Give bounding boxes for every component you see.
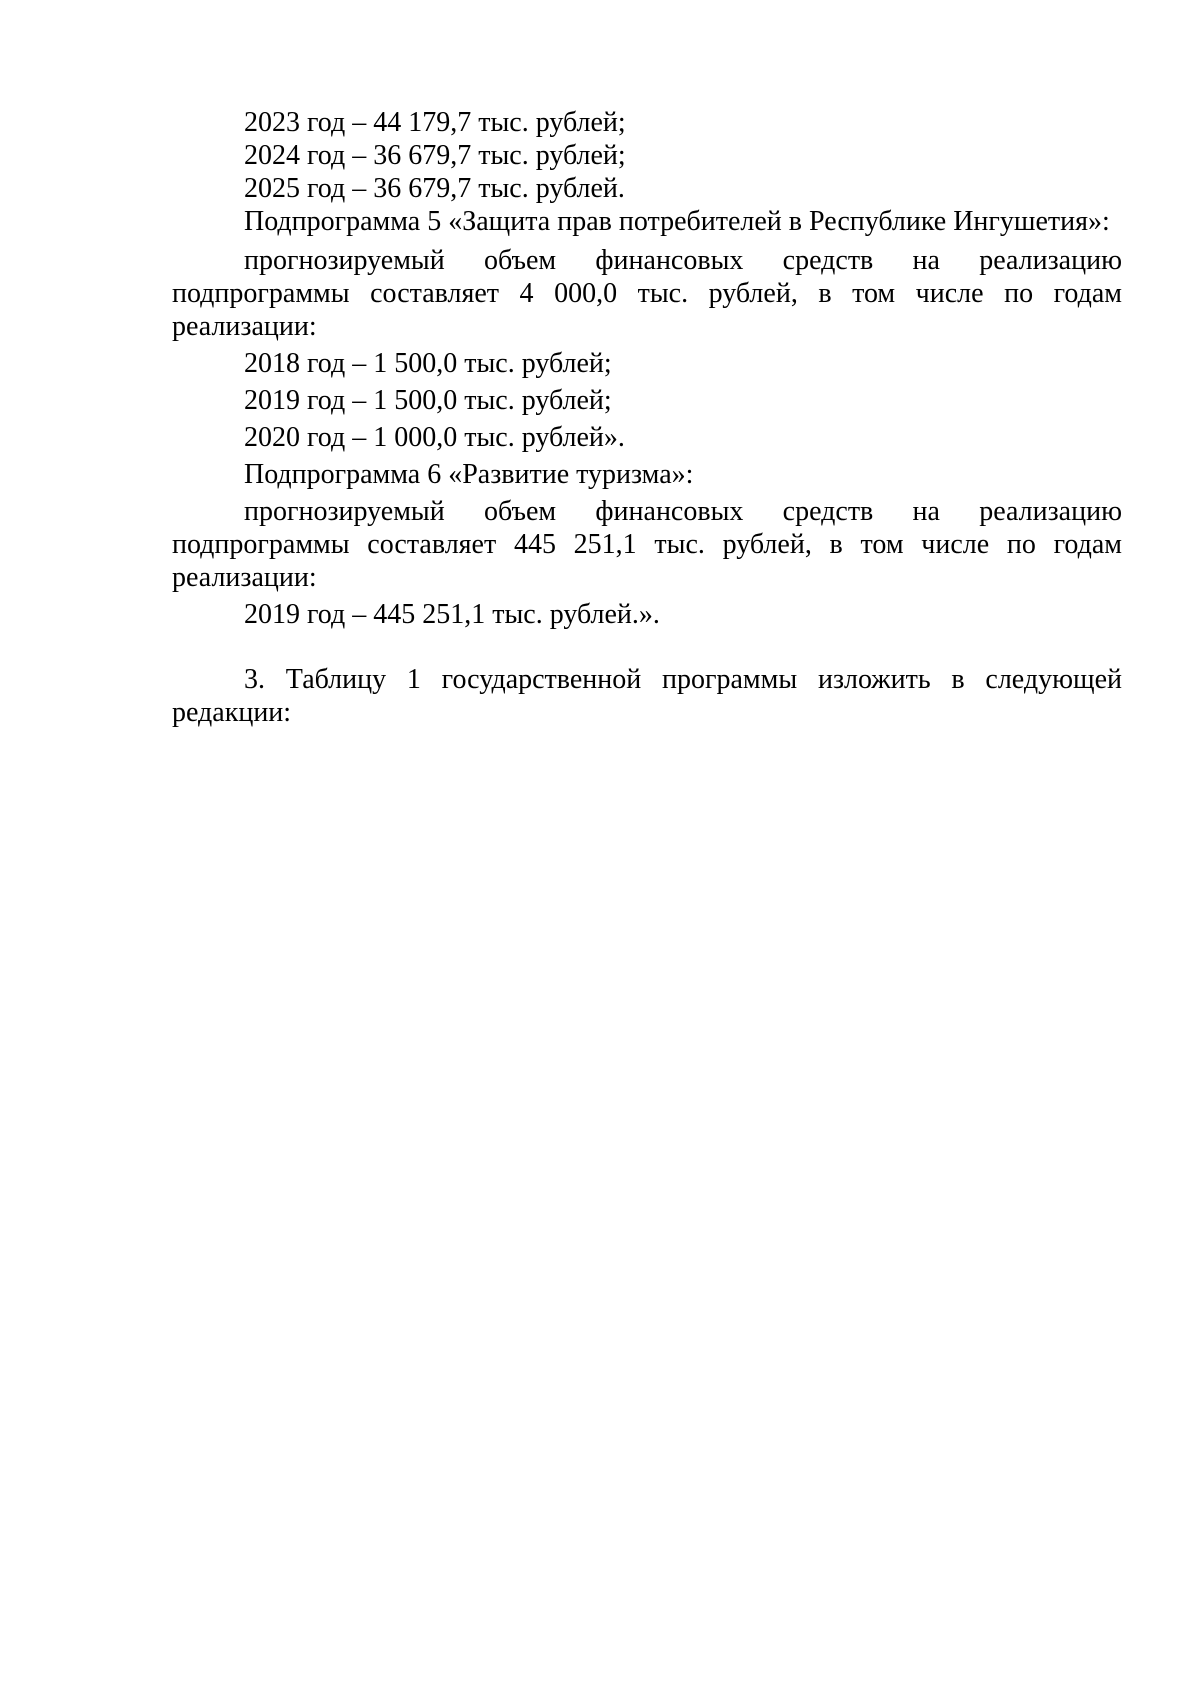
year-line-2023: 2023 год – 44 179,7 тыс. рублей; xyxy=(244,107,626,138)
year-line-2019-tourism: 2019 год – 445 251,1 тыс. рублей.». xyxy=(244,599,660,630)
year-line-2024: 2024 год – 36 679,7 тыс. рублей; xyxy=(244,140,626,171)
subprogram-6-funding-text: прогнозируемый объем финансовых средств на реализацию подпрограммы составляет 445 251,1 тыс. рублей, в том числе по годам реализации: xyxy=(172,496,1122,593)
subprogram-6-title: Подпрограмма 6 «Развитие туризма»: xyxy=(244,459,694,490)
year-line-2018: 2018 год – 1 500,0 тыс. рублей; xyxy=(244,348,612,379)
document-page xyxy=(172,106,1122,729)
subprogram-5-title: Подпрограмма 5 «Защита прав потребителей в Республике Ингушетия»: xyxy=(244,206,1110,237)
year-line-2019: 2019 год – 1 500,0 тыс. рублей; xyxy=(244,385,612,416)
item-3-text: 3. Таблицу 1 государственной программы изложить в следующей редакции: xyxy=(172,664,1122,728)
year-line-2020: 2020 год – 1 000,0 тыс. рублей». xyxy=(244,422,625,453)
year-line-2025: 2025 год – 36 679,7 тыс. рублей. xyxy=(244,173,625,204)
subprogram-5-funding-text: прогнозируемый объем финансовых средств на реализацию подпрограммы составляет 4 000,0 тыс. рублей, в том числе по годам реализации: xyxy=(172,245,1122,342)
